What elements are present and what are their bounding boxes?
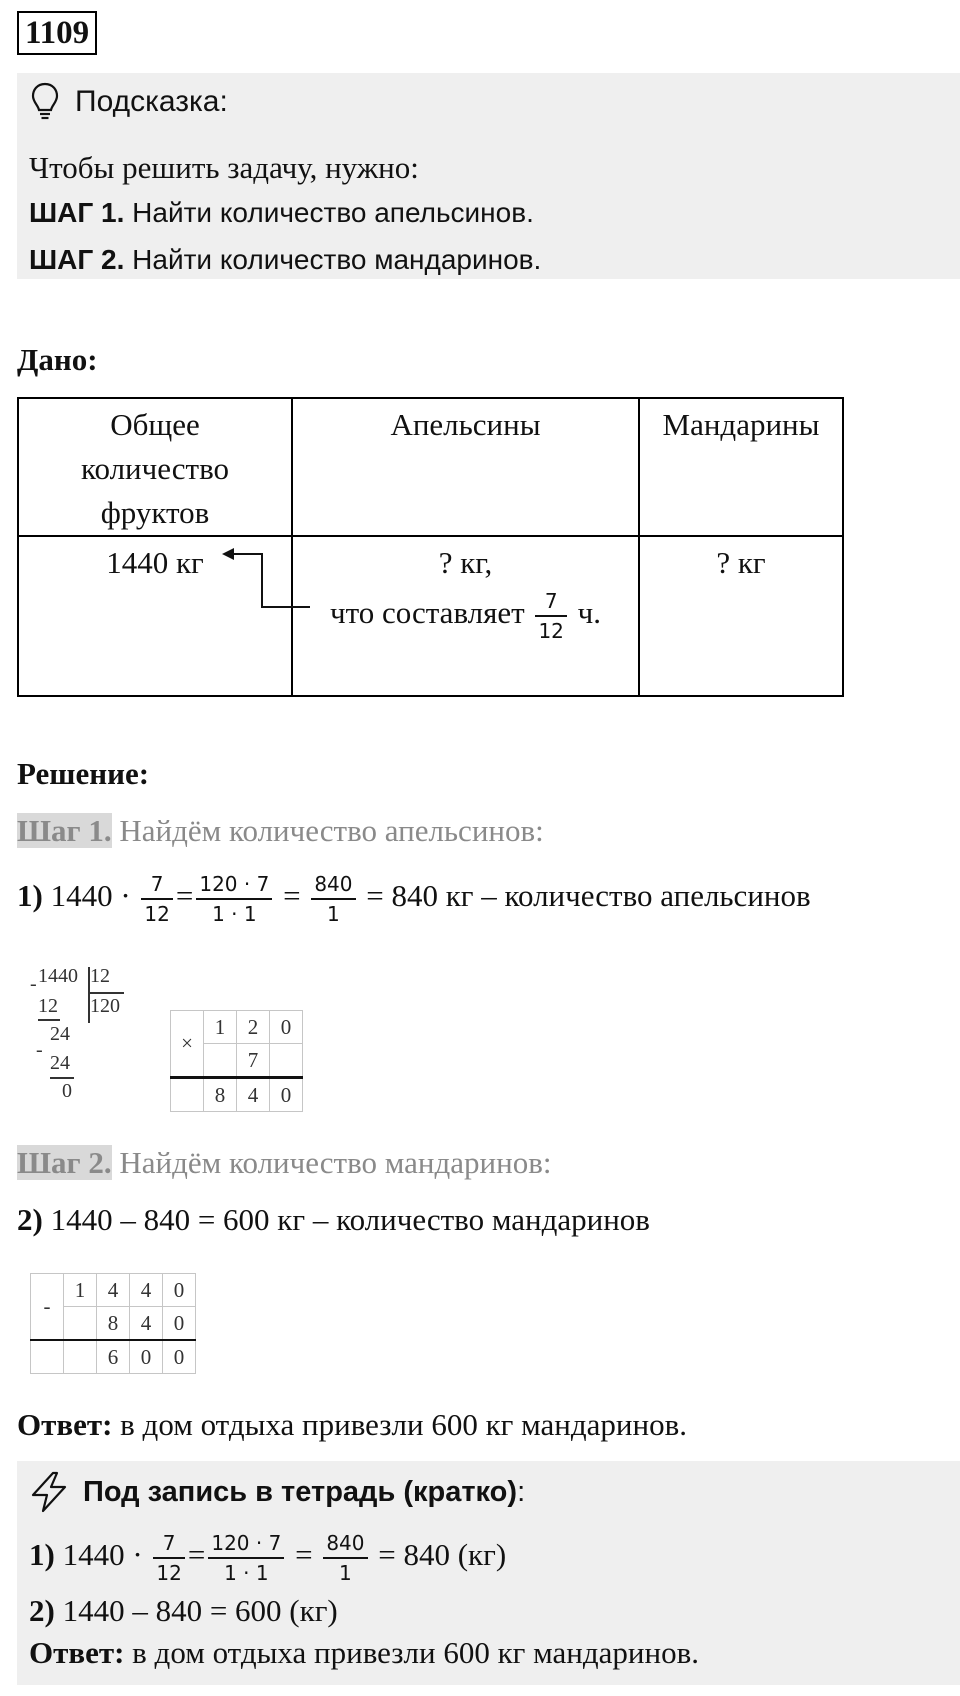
connector-arrow-icon bbox=[220, 540, 312, 615]
given-header-oranges: Апельсины bbox=[292, 398, 639, 536]
hint-intro: Чтобы решить задачу, нужно: bbox=[29, 150, 419, 185]
given-header-total: Общее количество фруктов bbox=[18, 398, 292, 536]
hint-step-2-text: Найти количество мандаринов. bbox=[124, 244, 542, 275]
long-division: - 1440 12 120 12 - 24 24 0 bbox=[30, 965, 140, 1115]
hint-title: Подсказка: bbox=[75, 85, 228, 118]
short-equation-1: 1) 1440 · $\frac{7}{12}$ = $\frac{120 \cdot 7}{1 \cdot 1}$ = $\frac{840}{1}$ = 840 (кг) bbox=[29, 1530, 507, 1585]
given-oranges-line2: что составляет $\frac{7}{12}$ ч. bbox=[329, 589, 601, 643]
eq1-fraction-3: $\frac{840}{1}$ bbox=[311, 872, 355, 926]
given-oranges-line1: ? кг, bbox=[438, 545, 493, 580]
hint-step-2 bbox=[29, 240, 541, 280]
given-table bbox=[17, 397, 844, 697]
hint-step-1-label: ШАГ 1. bbox=[29, 197, 125, 228]
solution-step-1-text: Найдём количество апельсинов: bbox=[111, 813, 544, 848]
given-oranges-fraction: $\frac{7}{12}$ bbox=[535, 589, 566, 643]
answer-text: в дом отдыха привезли 600 кг мандаринов. bbox=[112, 1407, 687, 1442]
short-eq1-fraction-3: $\frac{840}{1}$ bbox=[323, 1531, 367, 1585]
solution-step-2 bbox=[17, 1143, 551, 1183]
solution-step-2-text: Найдём количество мандаринов: bbox=[111, 1145, 552, 1180]
hint-panel bbox=[17, 73, 960, 279]
given-total: 1440 кг bbox=[106, 545, 204, 580]
given-header-mandarins: Мандарины bbox=[639, 398, 843, 536]
subtraction-grid: - 1 4 4 0 8 4 0 6 0 0 bbox=[30, 1273, 196, 1374]
task-number: 1109 bbox=[17, 11, 97, 55]
equation-2: 2) 1440 – 840 = 600 кг – количество мандаринов bbox=[17, 1202, 650, 1237]
short-eq1-fraction-2: $\frac{120 \cdot 7}{1 \cdot 1}$ bbox=[208, 1531, 284, 1585]
answer bbox=[17, 1405, 687, 1445]
solution-step-2-label: Шаг 2. bbox=[17, 1145, 112, 1180]
solution-title: Решение: bbox=[17, 756, 150, 791]
hint-step-1 bbox=[29, 193, 534, 233]
short-notes-panel bbox=[17, 1461, 960, 1685]
hint-step-2-label: ШАГ 2. bbox=[29, 244, 125, 275]
multiplication-grid: × 1 2 0 7 8 4 0 bbox=[170, 1010, 303, 1112]
lightbulb-icon bbox=[29, 81, 61, 121]
given-mandarins-cell bbox=[639, 536, 843, 696]
eq1-fraction-1: $\frac{7}{12}$ bbox=[141, 872, 172, 926]
solution-step-1-label: Шаг 1. bbox=[17, 813, 112, 848]
short-equation-2: 2) 1440 – 840 = 600 (кг) bbox=[29, 1593, 338, 1628]
lightning-icon bbox=[29, 1471, 69, 1513]
eq1-result: = 840 кг – количество апельсинов bbox=[366, 878, 811, 913]
given-title: Дано: bbox=[17, 342, 98, 377]
short-answer: Ответ: в дом отдыха привезли 600 кг мандаринов. bbox=[29, 1635, 699, 1670]
given-mandarins: ? кг bbox=[716, 545, 766, 580]
short-notes-title: Под запись в тетрадь (кратко): bbox=[83, 1476, 526, 1508]
solution-step-1 bbox=[17, 811, 544, 851]
hint-step-1-text: Найти количество апельсинов. bbox=[124, 197, 534, 228]
given-oranges-cell bbox=[292, 536, 639, 696]
equation-1: 1) 1440 · $\frac{7}{12}$ = $\frac{120 \cdot 7}{1 \cdot 1}$ = $\frac{840}{1}$ = 840 кг – количество апельсинов bbox=[17, 871, 811, 926]
short-eq1-fraction-1: $\frac{7}{12}$ bbox=[153, 1531, 184, 1585]
answer-label: Ответ: bbox=[17, 1407, 113, 1442]
eq1-fraction-2: $\frac{120 \cdot 7}{1 \cdot 1}$ bbox=[196, 872, 272, 926]
